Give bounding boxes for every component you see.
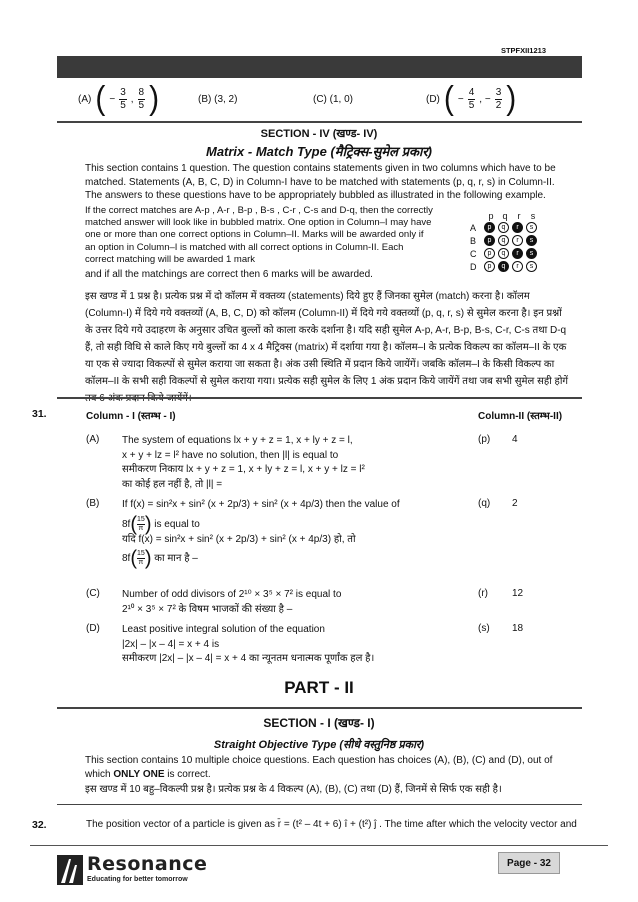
bubble-D-r: r: [512, 261, 523, 272]
item-a-line: का कोई हल नहीं है, तो |l| =: [122, 478, 223, 490]
item-a-line: x + y + lz = l² have no solution, then |l| is equal to: [122, 449, 339, 461]
column-2-header: Column-II (स्तम्भ-II): [478, 411, 563, 422]
item-b-line: 8f( $\frac{15}{\pi}$ ) का मान है –: [122, 547, 198, 570]
bubble-matrix: [470, 211, 540, 273]
item-d-line: Least positive integral solution of the equation: [122, 624, 325, 635]
option-c: (C) (1, 0): [313, 94, 353, 105]
question-32-text: The position vector of a particle is given as r̄ = (t² – 4t + 6) î + (t²) ĵ . The time after which the velocity vector and: [86, 819, 577, 830]
matrix-row: [470, 247, 540, 260]
matrix-col-label: s: [530, 211, 536, 221]
item-a-line: समीकरण निकाय lx + y + z = 1, x + ly + z = l, x + y + lz = l²: [122, 464, 365, 475]
bubble-D-q: q: [498, 261, 509, 272]
item-c-line: 2¹⁰ × 3⁵ × 7² के विषम भाजकों की संख्या है –: [122, 603, 293, 615]
intro-text: This section contains 10 multiple choice questions. Each question has choices (A), (B), (C) and (D), out of which: [85, 755, 553, 780]
option-d-sign: −: [457, 93, 464, 105]
matrix-col-label: q: [502, 211, 508, 221]
part2-subtitle: Straight Objective Type (सीधे वस्तुनिष्ठ प्रकार): [213, 739, 425, 751]
item-d-line: समीकरण |2x| – |x – 4| = x + 4 का न्यूनतम धनात्मक पूर्णांक हल है।: [122, 653, 375, 664]
matrix-row: [470, 234, 540, 247]
matrix-row-label: A: [470, 222, 477, 233]
option-a-frac1: $\frac{3}{5}$: [120, 86, 126, 111]
divider: [57, 397, 582, 399]
matrix-row-label: D: [470, 261, 477, 272]
matrix-col-label: p: [488, 211, 494, 221]
intro-emphasis: ONLY ONE: [113, 768, 165, 780]
item-q-label: (q): [478, 498, 491, 509]
divider: [57, 804, 582, 805]
matrix-col-label: r: [517, 211, 521, 221]
answer-options: [78, 80, 548, 120]
item-p-value: 4: [512, 434, 518, 445]
bubble-A-q: q: [498, 222, 509, 233]
header-bar: [57, 56, 582, 78]
part2-intro: [85, 754, 570, 781]
option-d-label: (D): [426, 93, 440, 105]
bubble-B-q: q: [498, 235, 509, 246]
item-b-line: If f(x) = sin²x + sin² (x + 2p/3) + sin² (x + 4p/3) then the value of: [122, 499, 400, 510]
section4-example: [85, 205, 435, 266]
bubble-A-r: r: [512, 222, 523, 233]
part-title: PART - II: [284, 678, 354, 697]
section4-hindi: इस खण्ड में 1 प्रश्न है। प्रत्येक प्रश्न में दो कॉलम में वक्तव्य (statements) दिये हुए हैं जिनका सुमेल (match) करना है। कॉलम (Column-I) में दिये गये वक्तव्यों (A, B, C, D) को कॉलम (Column-II) में दिये गये वक्तव्यों (p, q, r, s) से सुमेल करना है। इन प्रश्नों के उत्तर दिये गये उदाहरण के अनुसार उचित बुल्लों को काला करके दर्शाना है। यदि सही सुमेल A-p, A-r, B-p, B-s, C-r, C-s तथा D-q हैं, तो सही विधि से काले किए गये बुल्लों का 4 x 4 मैट्रिक्स (matrix) में दर्शाया गया है। कॉलम–I के प्रत्येक विकल्प का कॉलम–II के एक या एक से ज्यादा विकल्पों से सुमेल कराया जा सकता है। अंक उसी स्थिति में प्रदान किये जायेंगें। जबकि कॉलम–I के किसी विकल्प का कॉलम–II के सभी सही विकल्पों से सुमेल कराया गया। प्रत्येक सही सुमेल के लिए 1 अंक प्रदान किये जायेंगें तथा जब सभी सुमेल सही होगें: [85, 291, 569, 387]
bubble-B-s: s: [526, 235, 537, 246]
item-a-label: (A): [86, 434, 100, 445]
item-r-value: 12: [512, 588, 524, 599]
option-d-sep: , −: [479, 93, 491, 105]
bubble-A-p: p: [484, 222, 495, 233]
bubble-matrix-header: [484, 211, 540, 221]
bubble-B-p: p: [484, 235, 495, 246]
part2-section-title: SECTION - I (खण्ड- I): [263, 716, 375, 730]
item-b-line: 8f( $\frac{15}{\pi}$ ) is equal to: [122, 512, 200, 535]
item-r-label: (r): [478, 588, 488, 599]
item-c-label: (C): [86, 588, 100, 599]
resonance-logo: [57, 853, 207, 891]
bubble-C-q: q: [498, 248, 509, 259]
option-b: (B) (3, 2): [198, 94, 238, 105]
bubble-C-p: p: [484, 248, 495, 259]
item-b-label: (B): [86, 498, 100, 509]
item-s-value: 18: [512, 623, 524, 634]
item-d-label: (D): [86, 623, 100, 634]
part2-hindi: इस खण्ड में 10 बहु–विकल्पी प्रश्न है। प्रत्येक प्रश्न के 4 विकल्प (A), (B), (C) तथा (D) हैं, जिनमें से सिर्फ एक सही है।: [85, 784, 502, 795]
example-text: If the correct matches are A-p , A-r , B-p , B-s , C-r , C-s and D-q, then the correctly matched answer will look like in bubbled matrix. One option in Column–I may have one or more than one correct options in Column–II. Marks will be awarded only if an option in Column–I is matched with all correct options in Column-II. Each correct matching will be awarded 1 mark: [85, 205, 433, 265]
bubble-B-r: r: [512, 235, 523, 246]
item-p-label: (p): [478, 434, 491, 445]
resonance-emblem-icon: [57, 855, 83, 885]
section4-marks: and if all the matchings are correct then 6 marks will be awarded.: [85, 269, 373, 280]
bubble-D-s: s: [526, 261, 537, 272]
item-a-text: [122, 434, 462, 492]
divider: [57, 121, 582, 123]
question-32-number: 32.: [32, 819, 47, 831]
section4-subtitle: Matrix - Match Type (मैट्रिक्स-सुमेल प्रकार): [205, 144, 432, 159]
question-31-number: 31.: [32, 408, 47, 420]
option-d-frac1: $\frac{4}{5}$: [468, 86, 475, 111]
section4-intro: [85, 162, 570, 203]
item-b-text: [122, 498, 462, 570]
option-a-frac2: $\frac{8}{5}$: [138, 86, 145, 111]
bubble-A-s: s: [526, 222, 537, 233]
paper-code: STPFXII1213: [500, 46, 546, 55]
option-a: (A) ( − $\frac{3}{5}$ , $\frac{8}{5}$ ): [78, 80, 160, 117]
brand-name: Resonance: [87, 853, 208, 875]
column-1-header: Column - I (स्तम्भ - I): [86, 411, 176, 422]
item-b-line: यदि f(x) = sin²x + sin² (x + 2p/3) + sin² (x + 4p/3) हो, तो: [122, 533, 356, 545]
section4-title: SECTION - IV (खण्ड- IV): [260, 128, 378, 140]
item-q-value: 2: [512, 498, 518, 509]
item-s-label: (s): [478, 623, 490, 634]
intro-text: is correct.: [164, 768, 211, 780]
item-a-line: The system of equations lx + y + z = 1, x + ly + z = l,: [122, 435, 353, 446]
bubble-matrix-rows: [470, 221, 540, 273]
bubble-D-p: p: [484, 261, 495, 272]
item-d-line: |2x| – |x – 4| = x + 4 is: [122, 638, 220, 650]
matrix-row: [470, 221, 540, 234]
option-d: (D) ( − $\frac{4}{5}$ , − $\frac{3}{2}$ ): [426, 80, 517, 117]
matrix-row-label: B: [470, 235, 477, 246]
option-a-sign: −: [109, 93, 116, 105]
matrix-row: [470, 260, 540, 273]
option-a-label: (A): [78, 93, 92, 105]
item-c-text: [122, 588, 462, 617]
item-d-text: [122, 623, 462, 667]
intro-paragraph: This section contains 1 question. The question contains statements given in two columns which have to be matched. Statements (A, B, C, D) in Column-I have to be matched with statements (p, q, r, s) in Column-II. The answers to these questions have to be appropriately bubbled as illustrated in the following example.: [85, 163, 556, 201]
bubble-C-s: s: [526, 248, 537, 259]
option-a-sep: ,: [130, 93, 134, 105]
page-number: Page - 32: [498, 852, 560, 874]
divider: [57, 707, 582, 709]
bubble-C-r: r: [512, 248, 523, 259]
footer-divider: [30, 845, 608, 846]
option-d-frac2: $\frac{3}{2}$: [495, 86, 502, 111]
brand-tagline: Educating for better tomorrow: [87, 876, 188, 883]
matrix-row-label: C: [470, 248, 477, 259]
item-c-line: Number of odd divisors of 2¹⁰ × 3⁵ × 7² is equal to: [122, 589, 342, 600]
